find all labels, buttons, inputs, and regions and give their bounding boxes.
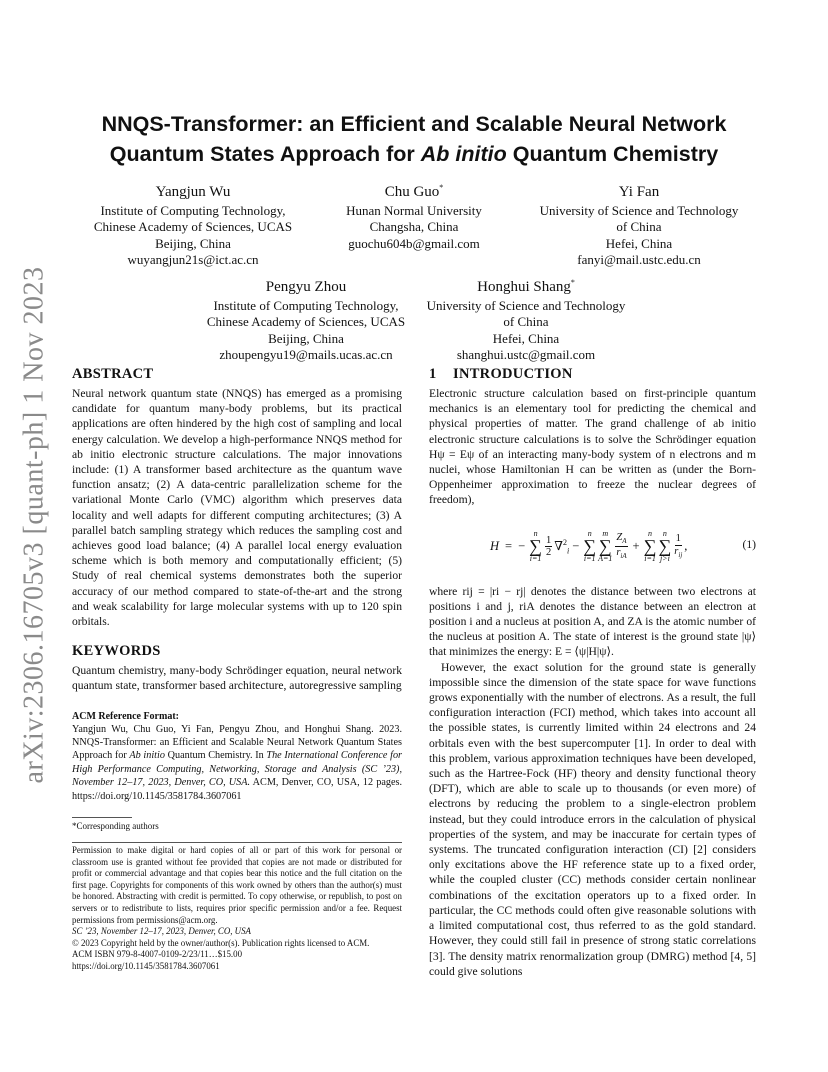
acm-reference-text: Yangjun Wu, Chu Guo, Yi Fan, Pengyu Zhou, and Honghui Shang. 2023. NNQS-Transformer: an Efficient and Scalable Neural Network Quantum States Approach for Ab initio Quantum Chemistry. In The International Conference for High Performance Computing, Networking, Storage and Analysis (SC ’23), November 12–17, 2023, Denver, CO, USA. ACM, Denver, CO, USA, 12 pages. https://doi.org/10.1145/3581784.3607061: [72, 723, 403, 802]
paper-title: [60, 109, 768, 169]
equation-number: (1): [742, 537, 756, 551]
hamiltonian-equation: [429, 522, 756, 572]
abstract-text: Neural network quantum state (NNQS) has emerged as a promising candidate for quantum many-body problems, but its practical applications are often hindered by the high cost of sampling and local energy calculation. We develop a high-performance NNQS method for ab initio electronic structure calculations. The major innovations include: (1) A transformer based architecture as the quantum wave function ansatz; (2) A data-centric parallelization scheme for the variational Monte Carlo (VMC) algorithm which preserves data locality and well adapts for different computing architectures; (3) A parallel batch sampling strategy which reduces the sampling cost and achieves good load balance; (4) A parallel local energy evaluation scheme which is both memory and computationally efficient; (5) Study of real chemical systems demonstrates both the superior accuracy of our method compared to state-of-the-art and the strong and weak scalability for large molecular systems with up to 120 spin orbitals.: [72, 387, 402, 629]
author-email: shanghui.ustc@gmail.com: [456, 346, 596, 362]
author-affiliation: Hunan Normal University: [346, 203, 482, 218]
author-name: Yi Fan: [618, 184, 660, 200]
footnote-rule: [72, 817, 132, 818]
author-name: Pengyu Zhou: [265, 279, 347, 295]
author-location: Beijing, China: [155, 235, 231, 251]
author-block-wu: [88, 178, 298, 268]
left-column: [72, 364, 402, 973]
intro-paragraph-2: where rij = |ri − rj| denotes the distance between two electrons at positions i and j, riA denotes the distance between an electron at position i and a nucleus at position A, and ZA is the atomic number of the nucleus at position A. The state of interest is the ground state |ψ⟩ that minimizes the energy: E = ⟨ψ|H|ψ⟩.: [429, 584, 756, 659]
keywords-heading: KEYWORDS: [72, 643, 161, 660]
author-email: wuyangjun21s@ict.ac.cn: [127, 251, 259, 267]
right-column: [429, 364, 756, 979]
author-location: Hefei, China: [605, 235, 673, 251]
author-location: Beijing, China: [268, 330, 344, 346]
author-affiliation: of China: [616, 219, 662, 235]
corresponding-authors-footnote: *Corresponding authors: [72, 821, 159, 832]
author-affiliation: Institute of Computing Technology,: [213, 298, 399, 313]
copyright-line: © 2023 Copyright held by the owner/author(s). Publication rights licensed to ACM.: [72, 937, 370, 948]
author-affiliation: of China: [503, 314, 549, 330]
author-email: guochu604b@gmail.com: [348, 235, 480, 251]
author-affiliation: University of Science and Technology: [426, 298, 626, 313]
author-block-fan: [529, 178, 749, 268]
intro-paragraph-3: However, the exact solution for the ground state is generally impossible since the dimension of the state space for wave functions grows exponentially with the number of electrons. As a result, the full configuration interaction (FCI) method, which takes into account all the possible states, is currently limited within 24 electrons and 24 orbitals even with the best supercomputer [1]. In order to deal with this problem, various approximation techniques have been developed, such as the Hartree-Fock (HF) theory and density functional theory (DFT), which are able to scale up to thousands (or even more) of electrons by reducing the problem to a single-electron problem instead, but they could introduce errors in the calculation of physical properties of the system, and may be inaccurate for certain types of systems. The truncated configuration interaction (CI) [2] considers only excitations above the HF reference state up to a fixed order, while the coupled cluster (CC) methods consider certain nonlinear combinations of the excitation operators up to a fixed order. In particular, the CC methods could often give reasonable solutions with a limited computational cost, thus referred to as the gold standard. However, they could still fail in presence of strong static correlations [3]. The density matrix renormalization group (DMRG) method [4, 5] could give solutions: [429, 660, 756, 978]
author-affiliation: Institute of Computing Technology,: [100, 203, 286, 218]
author-location: Changsha, China: [369, 219, 459, 235]
author-location: Hefei, China: [492, 330, 560, 346]
title-line-1: NNQS-Transformer: an Efficient and Scalable Neural Network: [101, 112, 727, 136]
intro-paragraph-1: Electronic structure calculation based on first-principle quantum mechanics is an elementary tool for predicting the chemical and physical properties of matter. The grand challenge of ab initio electronic structure calculations is to solve the Schrödinger equation Hψ = Eψ of an interacting many-body system of n electrons and m nuclei, whose Hamiltonian H can be written as (under the Born-Oppenheimer approximation to freeze the nuclear degrees of freedom),: [429, 387, 756, 507]
keywords-text: Quantum chemistry, many-body Schrödinger equation, neural network quantum state, transformer based architecture, autoregressive sampling: [72, 664, 402, 693]
author-name: Honghui Shang*: [477, 278, 575, 295]
isbn-line: ACM ISBN 979-8-4007-0109-2/23/11…$15.00: [72, 949, 243, 960]
author-email: zhoupengyu19@mails.ucas.ac.cn: [219, 346, 393, 362]
author-block-guo: [329, 178, 499, 252]
author-name: Yangjun Wu: [155, 184, 231, 200]
author-name: Chu Guo*: [384, 183, 444, 200]
title-line-2: Quantum States Approach for Ab initio Quantum Chemistry: [109, 142, 719, 166]
author-email: fanyi@mail.ustc.edu.cn: [577, 251, 701, 267]
permission-rule: [72, 842, 402, 843]
introduction-heading: 1 INTRODUCTION: [429, 366, 573, 382]
author-block-shang: [413, 273, 639, 363]
conference-venue: SC ’23, November 12–17, 2023, Denver, CO, USA: [72, 926, 251, 937]
author-affiliation: Chinese Academy of Sciences, UCAS: [93, 219, 293, 235]
abstract-heading: ABSTRACT: [72, 366, 154, 382]
arxiv-identifier: arXiv:2306.16705v3 [quant-ph] 1 Nov 2023: [18, 266, 49, 784]
acm-reference-heading: ACM Reference Format:: [72, 710, 179, 722]
author-block-zhou: [198, 273, 414, 363]
author-affiliation: Chinese Academy of Sciences, UCAS: [206, 314, 406, 330]
author-affiliation: University of Science and Technology: [539, 203, 739, 218]
permission-statement: Permission to make digital or hard copies of all or part of this work for personal or classroom use is granted without fee provided that copies are not made or distributed for profit or commercial advantage and that copies bear this notice and the full citation on the first page. Copyrights for components of this work owned by others than the author(s) must be honored. Abstracting with credit is permitted. To copy otherwise, or republish, to post on servers or to redistribute to lists, requires prior specific permission and/or a fee. Request permissions from permissions@acm.org.: [72, 845, 402, 925]
arxiv-side-stamp: [14, 266, 54, 784]
doi-link[interactable]: https://doi.org/10.1145/3581784.3607061: [72, 961, 220, 972]
equation-body: H = − n ∑ i=1 $\frac{1}{2}$ ∇$^2_i$ − n ∑ i=1 m ∑ A=1 $\frac{Z_A}{r_{iA}}$ + n ∑ i=1 n ∑ j>i $\frac{1}{r_{ij}}$ ,: [490, 529, 688, 564]
